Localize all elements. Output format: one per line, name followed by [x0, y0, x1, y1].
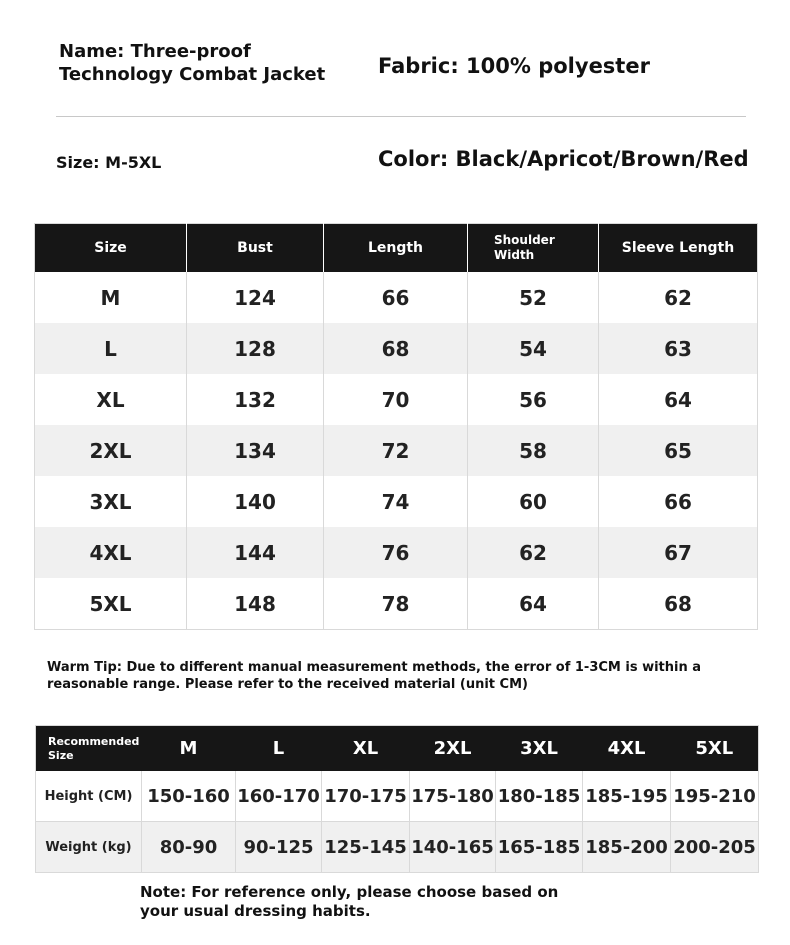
cell-bust: 144 — [187, 527, 324, 578]
cell-sleeve: 68 — [599, 578, 758, 630]
weight-value: 165-185 — [496, 822, 583, 873]
weight-row — [36, 822, 759, 873]
rec-size-m: M — [142, 726, 236, 772]
cell-length: 78 — [324, 578, 468, 630]
cell-bust: 132 — [187, 374, 324, 425]
cell-shoulder: 58 — [468, 425, 599, 476]
cell-size: XL — [35, 374, 187, 425]
height-value: 180-185 — [496, 771, 583, 822]
table-row — [35, 425, 758, 476]
rec-size-l: L — [236, 726, 322, 772]
cell-sleeve: 62 — [599, 272, 758, 323]
cell-size: M — [35, 272, 187, 323]
header-divider — [56, 116, 746, 117]
cell-shoulder: 60 — [468, 476, 599, 527]
height-value: 150-160 — [142, 771, 236, 822]
cell-shoulder: 64 — [468, 578, 599, 630]
cell-bust: 148 — [187, 578, 324, 630]
height-value: 185-195 — [583, 771, 671, 822]
weight-value: 125-145 — [322, 822, 410, 873]
cell-bust: 134 — [187, 425, 324, 476]
recommended-size-label: Recommended Size — [36, 726, 142, 772]
cell-size: 3XL — [35, 476, 187, 527]
weight-label: Weight (kg) — [36, 822, 142, 873]
cell-shoulder: 54 — [468, 323, 599, 374]
cell-bust: 140 — [187, 476, 324, 527]
cell-sleeve: 65 — [599, 425, 758, 476]
table-row — [35, 374, 758, 425]
height-value: 160-170 — [236, 771, 322, 822]
rec-size-3xl: 3XL — [496, 726, 583, 772]
header-length: Length — [324, 224, 468, 273]
cell-size: L — [35, 323, 187, 374]
weight-value: 185-200 — [583, 822, 671, 873]
cell-bust: 124 — [187, 272, 324, 323]
cell-length: 74 — [324, 476, 468, 527]
weight-value: 80-90 — [142, 822, 236, 873]
reference-note: Note: For reference only, please choose based on your usual dressing habits. — [140, 883, 559, 920]
cell-size: 2XL — [35, 425, 187, 476]
header-sleeve-length: Sleeve Length — [599, 224, 758, 273]
rec-size-5xl: 5XL — [671, 726, 759, 772]
height-value: 170-175 — [322, 771, 410, 822]
header-shoulder-width: Shoulder Width — [468, 224, 599, 273]
cell-sleeve: 64 — [599, 374, 758, 425]
height-row — [36, 771, 759, 822]
weight-value: 90-125 — [236, 822, 322, 873]
cell-shoulder: 62 — [468, 527, 599, 578]
weight-value: 200-205 — [671, 822, 759, 873]
size-range: Size: M-5XL — [56, 153, 162, 172]
cell-sleeve: 67 — [599, 527, 758, 578]
rec-size-2xl: 2XL — [410, 726, 496, 772]
cell-length: 66 — [324, 272, 468, 323]
table-row — [35, 578, 758, 630]
cell-length: 72 — [324, 425, 468, 476]
size-chart-table — [34, 223, 758, 630]
recommended-size-table — [35, 725, 759, 873]
cell-shoulder: 56 — [468, 374, 599, 425]
height-value: 175-180 — [410, 771, 496, 822]
rec-size-xl: XL — [322, 726, 410, 772]
table-row — [35, 527, 758, 578]
warm-tip: Warm Tip: Due to different manual measurement methods, the error of 1-3CM is within a reasonable range. Please refer to the received material (unit CM) — [47, 660, 702, 692]
color-info: Color: Black/Apricot/Brown/Red — [378, 147, 749, 171]
rec-size-4xl: 4XL — [583, 726, 671, 772]
weight-value: 140-165 — [410, 822, 496, 873]
header-size: Size — [35, 224, 187, 273]
fabric-info: Fabric: 100% polyester — [378, 54, 650, 78]
cell-bust: 128 — [187, 323, 324, 374]
height-label: Height (CM) — [36, 771, 142, 822]
table-row — [35, 323, 758, 374]
cell-length: 76 — [324, 527, 468, 578]
cell-size: 4XL — [35, 527, 187, 578]
cell-shoulder: 52 — [468, 272, 599, 323]
cell-length: 70 — [324, 374, 468, 425]
cell-sleeve: 66 — [599, 476, 758, 527]
recommended-header — [36, 726, 759, 772]
size-chart-header — [35, 224, 758, 273]
table-row — [35, 272, 758, 323]
height-value: 195-210 — [671, 771, 759, 822]
cell-size: 5XL — [35, 578, 187, 630]
table-row — [35, 476, 758, 527]
header-bust: Bust — [187, 224, 324, 273]
cell-length: 68 — [324, 323, 468, 374]
product-name: Name: Three-proof Technology Combat Jacket — [59, 41, 326, 85]
cell-sleeve: 63 — [599, 323, 758, 374]
